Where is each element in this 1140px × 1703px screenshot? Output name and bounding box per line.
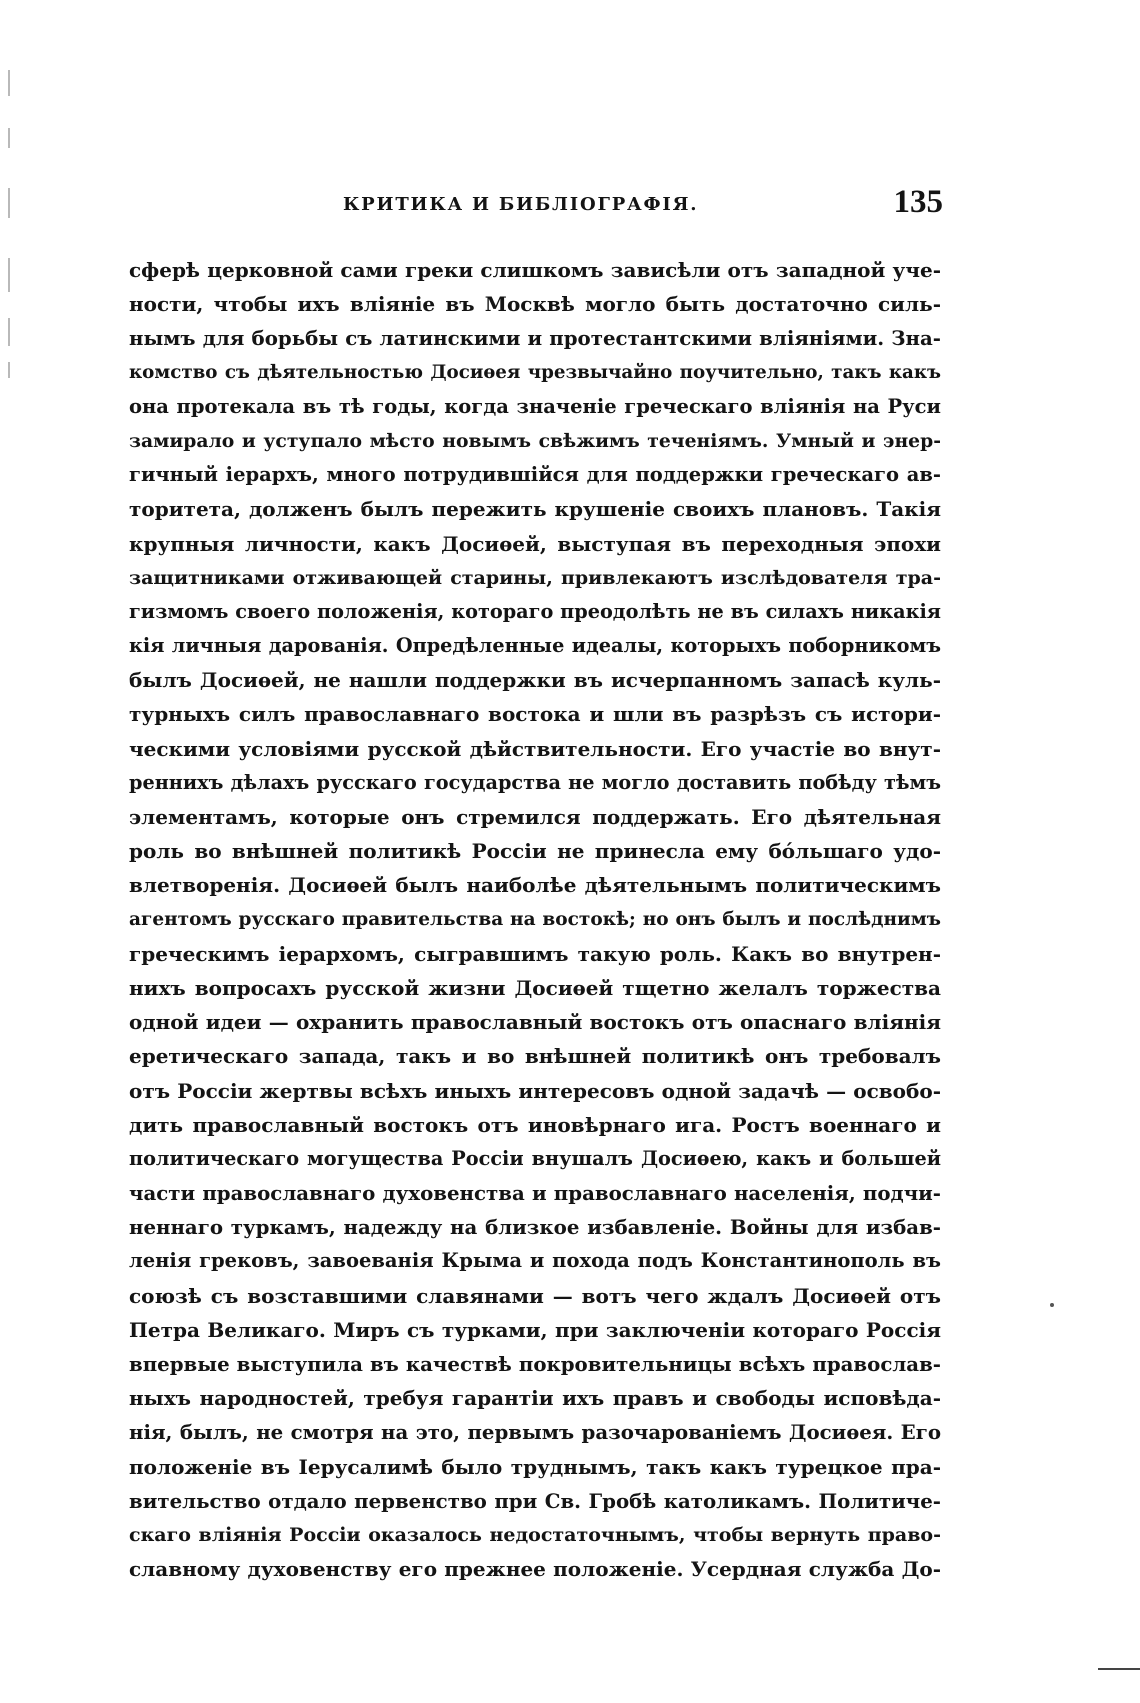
text-line: гичный іерархъ, много потрудившійся для поддержки греческаго ав- (129, 463, 941, 487)
page-number: 135 (893, 184, 943, 220)
text-line: защитниками отживающей старины, привлекаютъ изслѣдователя тра- (129, 566, 941, 589)
margin-speck (1050, 1303, 1054, 1307)
text-line: влетворенія. Досиѳей былъ наиболѣе дѣятельнымъ политическимъ (129, 873, 941, 898)
text-line: она протекала въ тѣ годы, когда значеніе греческаго вліянія на Руси (129, 394, 941, 418)
text-line: нія, былъ, не смотря на это, первымъ разочарованіемъ Досиѳея. Его (129, 1420, 941, 1445)
text-line: Петра Великаго. Миръ съ турками, при заключеніи котораго Россія (129, 1317, 941, 1342)
text-line: союзѣ съ возставшими славянами — вотъ чего ждалъ Досиѳей отъ (129, 1283, 941, 1308)
text-line: былъ Досиѳей, не нашли поддержки въ исчерпанномъ запасѣ куль- (129, 668, 941, 693)
margin-scan-mark (8, 188, 10, 218)
text-line: славному духовенству его прежнее положеніе. Усердная служба До- (129, 1557, 941, 1582)
text-line: ческими условіями русской дѣйствительности. Его участіе во внут- (129, 736, 941, 761)
page-header (343, 184, 943, 230)
text-line: греческимъ іерархомъ, сыгравшимъ такую роль. Какъ во внутрен- (129, 941, 941, 966)
text-line: сферѣ церковной сами греки слишкомъ зависѣли отъ западной уче- (129, 258, 941, 282)
text-line: отъ Россіи жертвы всѣхъ иныхъ интересовъ одной задачѣ — освобо- (129, 1078, 941, 1103)
margin-scan-mark (8, 362, 10, 378)
margin-scan-mark (8, 258, 10, 292)
margin-scan-mark (8, 128, 10, 148)
text-line: вительство отдало первенство при Св. Гробѣ католикамъ. Политиче- (129, 1488, 941, 1513)
body-text (129, 253, 941, 1586)
corner-scan-mark (1098, 1668, 1140, 1670)
text-line: роль во внѣшней политикѣ Россіи не принесла ему бóльшаго удо- (129, 839, 941, 864)
text-line: ности, чтобы ихъ вліяніе въ Москвѣ могло быть достаточно силь- (129, 292, 941, 317)
text-line: впервые выступила въ качествѣ покровительницы всѣхъ православ- (129, 1352, 941, 1376)
text-line: дить православный востокъ отъ иновѣрнаго ига. Ростъ военнаго и (129, 1112, 941, 1137)
text-line: положеніе въ Іерусалимѣ было труднымъ, такъ какъ турецкое пра- (129, 1454, 941, 1479)
text-line: скаго вліянія Россіи оказалось недостаточнымъ, чтобы вернуть право- (129, 1523, 941, 1546)
text-line: ленія грековъ, завоеванія Крыма и похода подъ Константинополь въ (129, 1249, 941, 1273)
text-line: гизмомъ своего положенія, котораго преодолѣть не въ силахъ никакія (129, 599, 941, 623)
text-line: части православнаго духовенства и православнаго населенія, подчи- (129, 1181, 941, 1206)
text-line: кія личныя дарованія. Опредѣленные идеалы, которыхъ поборникомъ (129, 634, 941, 658)
text-line: ныхъ народностей, требуя гарантіи ихъ правъ и свободы исповѣда- (129, 1386, 941, 1411)
text-line: реннихъ дѣлахъ русскаго государства не могло доставить побѣду тѣмъ (129, 770, 941, 794)
text-line: еретическаго запада, такъ и во внѣшней политикѣ онъ требовалъ (129, 1044, 941, 1069)
text-line: турныхъ силъ православнаго востока и шли въ разрѣзъ съ истори- (129, 702, 941, 727)
text-line: элементамъ, которые онъ стремился поддержать. Его дѣятельная (129, 805, 941, 829)
text-line: неннаго туркамъ, надежду на близкое избавленіе. Войны для избав- (129, 1215, 941, 1240)
margin-scan-mark (8, 318, 10, 346)
running-head: КРИТИКА И БИБЛІОГРАФІЯ. (343, 194, 699, 215)
text-line: торитета, долженъ былъ пережить крушеніе своихъ плановъ. Такія (129, 497, 941, 522)
text-line: замирало и уступало мѣсто новымъ свѣжимъ теченіямъ. Умный и энер- (129, 429, 941, 452)
text-line: одной идеи — охранить православный востокъ отъ опаснаго вліянія (129, 1010, 941, 1035)
text-line: агентомъ русскаго правительства на востокѣ; но онъ былъ и послѣднимъ (129, 908, 941, 930)
margin-scan-mark (8, 70, 10, 96)
text-line: комство съ дѣятельностью Досиѳея чрезвычайно поучительно, такъ какъ (129, 361, 941, 383)
text-line: крупныя личности, какъ Досиѳей, выступая въ переходныя эпохи (129, 531, 941, 556)
text-line: нымъ для борьбы съ латинскими и протестантскими вліяніями. Зна- (129, 326, 941, 351)
text-line: политическаго могущества Россіи внушалъ Досиѳею, какъ и большей (129, 1146, 941, 1170)
text-line: нихъ вопросахъ русской жизни Досиѳей тщетно желалъ торжества (129, 975, 941, 1000)
